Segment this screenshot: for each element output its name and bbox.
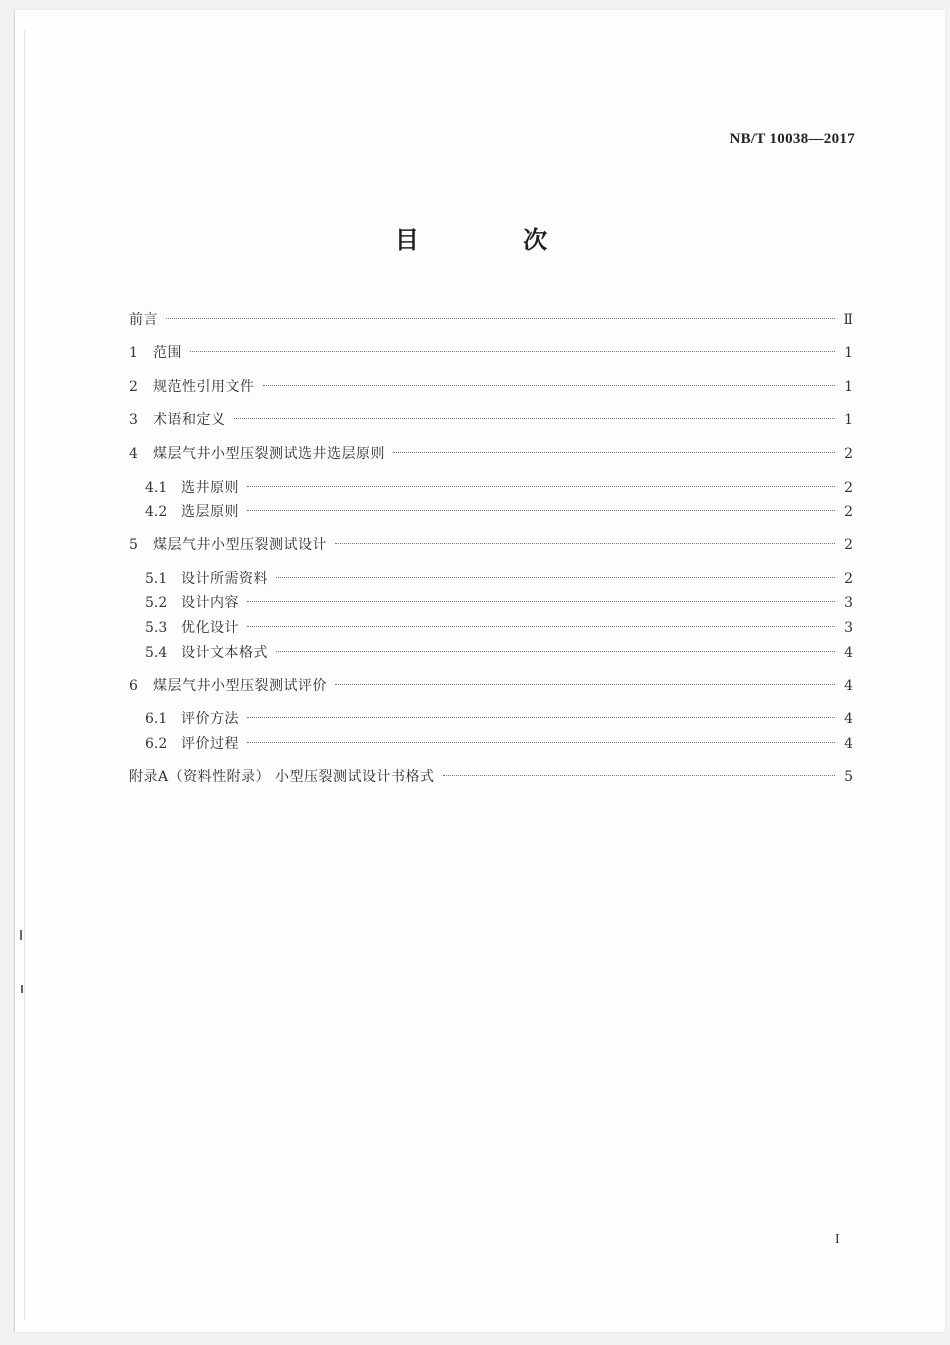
toc-entry-label: 附录A（资料性附录） 小型压裂测试设计书格式: [129, 769, 435, 785]
toc-entry-label: 优化设计: [181, 620, 239, 636]
leader-dots: [247, 742, 835, 743]
toc-entry-5-3[interactable]: [145, 617, 853, 639]
toc-entry-page: 2: [844, 571, 853, 587]
toc-entry-number: 6.2: [145, 736, 168, 752]
document-page: [14, 10, 945, 1332]
standard-number: NB/T 10038—2017: [729, 131, 855, 147]
toc-entry-number: 6.1: [145, 711, 168, 727]
leader-dots: [276, 577, 835, 578]
toc-entry-5-2[interactable]: [145, 592, 853, 614]
toc-title: 目 次: [394, 226, 596, 254]
toc-entry-label: 评价方法: [181, 711, 239, 727]
toc-entry-3[interactable]: [129, 409, 853, 431]
toc-entry-page: 2: [844, 480, 853, 496]
toc-entry-number: 4.2: [145, 504, 168, 520]
toc-entry-label: 选层原则: [181, 504, 239, 520]
leader-dots: [247, 717, 835, 718]
leader-dots: [247, 601, 835, 602]
toc-entry-label: 前言: [129, 312, 158, 328]
toc-entry-number: 5: [129, 537, 138, 553]
toc-entry-2[interactable]: [129, 376, 853, 398]
toc-entry-4[interactable]: [129, 443, 853, 465]
toc-entry-5-1[interactable]: [145, 568, 853, 590]
toc-entry-number: 2: [129, 379, 138, 395]
toc-entry-label: 评价过程: [181, 736, 239, 752]
scan-speck: [21, 985, 23, 993]
toc-entry-page: 5: [844, 769, 853, 785]
toc-entry-label: 规范性引用文件: [153, 379, 255, 395]
toc-entry-number: 5.2: [145, 595, 168, 611]
toc-entry-number: 5.1: [145, 571, 168, 587]
toc-entry-page: 2: [844, 504, 853, 520]
toc-entry-6-2[interactable]: [145, 733, 853, 755]
toc-entry-page: 4: [844, 711, 853, 727]
toc-entry-5[interactable]: [129, 534, 853, 556]
toc-entry-label: 煤层气井小型压裂测试选井选层原则: [153, 446, 385, 462]
toc-entry-label: 范围: [153, 345, 182, 361]
toc-entry-6[interactable]: [129, 675, 853, 697]
scan-speck: [20, 930, 22, 940]
leader-dots: [247, 626, 835, 627]
toc-entry-page: 3: [844, 620, 853, 636]
toc-entry-page: 1: [844, 412, 853, 428]
leader-dots: [443, 775, 835, 776]
leader-dots: [276, 651, 835, 652]
leader-dots: [247, 486, 835, 487]
leader-dots: [190, 351, 835, 352]
toc-entry-page: Ⅱ: [843, 312, 853, 328]
toc-entry-number: 4.1: [145, 480, 168, 496]
toc-entry-foreword[interactable]: [129, 309, 853, 331]
leader-dots: [234, 418, 836, 419]
toc-entry-1[interactable]: [129, 342, 853, 364]
leader-dots: [166, 318, 835, 319]
toc-entry-4-2[interactable]: [145, 501, 853, 523]
toc-entry-number: 4: [129, 446, 138, 462]
toc-entry-page: 1: [844, 345, 853, 361]
toc-entry-page: 4: [844, 736, 853, 752]
toc-entry-number: 1: [129, 345, 138, 361]
toc-entry-5-4[interactable]: [145, 642, 853, 664]
toc-entry-label: 煤层气井小型压裂测试设计: [153, 537, 327, 553]
toc-entry-page: 2: [844, 446, 853, 462]
toc-entry-6-1[interactable]: [145, 708, 853, 730]
leader-dots: [393, 452, 835, 453]
toc-entry-label: 煤层气井小型压裂测试评价: [153, 678, 327, 694]
leader-dots: [335, 543, 835, 544]
toc-entry-4-1[interactable]: [145, 477, 853, 499]
leader-dots: [263, 385, 836, 386]
leader-dots: [247, 510, 835, 511]
toc-entry-number: 6: [129, 678, 138, 694]
toc-entry-page: 3: [844, 595, 853, 611]
toc-entry-page: 4: [844, 678, 853, 694]
toc-entry-number: 5.3: [145, 620, 168, 636]
toc-entry-number: 5.4: [145, 645, 168, 661]
toc-entry-label: 选井原则: [181, 480, 239, 496]
toc-entry-appendix-a[interactable]: [129, 766, 853, 788]
toc-entry-page: 2: [844, 537, 853, 553]
toc-entry-label: 设计内容: [181, 595, 239, 611]
toc-entry-page: 1: [844, 379, 853, 395]
toc-entry-label: 术语和定义: [153, 412, 226, 428]
leader-dots: [335, 684, 835, 685]
toc-entry-page: 4: [844, 645, 853, 661]
page-number: I: [835, 1232, 840, 1247]
toc-entry-label: 设计所需资料: [181, 571, 268, 587]
toc-entry-number: 3: [129, 412, 138, 428]
toc-entry-label: 设计文本格式: [181, 645, 268, 661]
